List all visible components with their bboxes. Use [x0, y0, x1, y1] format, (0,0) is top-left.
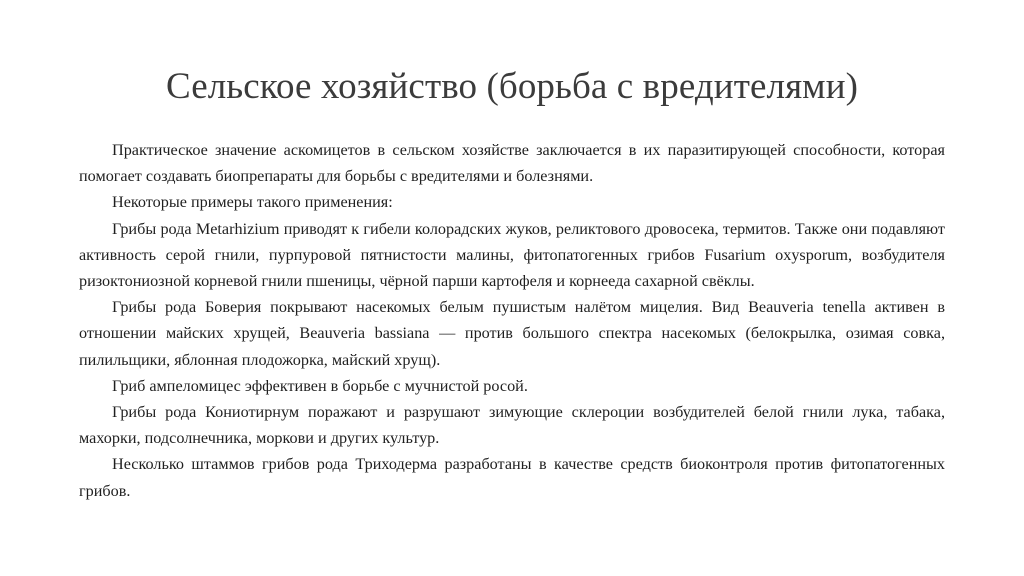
slide-title: Сельское хозяйство (борьба с вредителями)	[165, 66, 859, 107]
paragraph-metarhizium: Грибы рода Metarhizium приводят к гибели колорадских жуков, реликтового дровосека, термитов. Также они подавляют активность серой гнили, пурпуровой пятнистости малины, фитопатогенных грибов Fusarium oxysporum, возбудителя ризоктониозной корневой гнили пшеницы, чёрной парши картофеля и корнееда сахарной свёклы.	[79, 219, 945, 291]
paragraph-practical-value: Практическое значение аскомицетов в сельском хозяйстве заключается в их паразитирующей способности, которая помогает создавать биопрепараты для борьбы с вредителями и болезнями.	[79, 141, 945, 186]
paragraph-coniothyrium: Грибы рода Кониотирнум поражают и разрушают зимующие склероции возбудителей белой гнили лука, табака, махорки, подсолнечника, моркови и других культур.	[79, 403, 945, 448]
paragraph-trichoderma: Несколько штаммов грибов рода Триходерма разработаны в качестве средств биоконтроля против фитопатогенных грибов.	[79, 455, 945, 500]
paragraph-ampelomyces: Гриб ампеломицес эффективен в борьбе с мучнистой росой.	[112, 376, 528, 395]
slide-body	[79, 137, 945, 504]
paragraph-beauveria: Грибы рода Боверия покрывают насекомых белым пушистым налётом мицелия. Вид Beauveria tenella активен в отношении майских хрущей, Beauveria bassiana — против большого спектра насекомых (белокрылка, озимая совка, пилильщики, яблонная плодожорка, майский хрущ).	[79, 298, 945, 369]
paragraph-examples-intro: Некоторые примеры такого применения:	[112, 193, 393, 212]
